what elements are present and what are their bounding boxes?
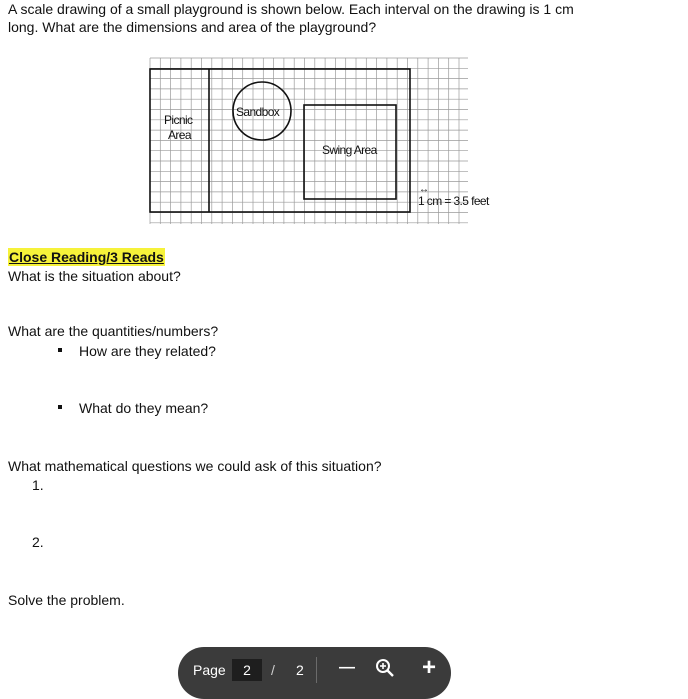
picnic-label-line-2: Area [168, 128, 191, 142]
list-item-1: 1. [32, 477, 44, 493]
bullet-marker [58, 405, 62, 409]
total-pages: 2 [296, 662, 304, 678]
magnifier-plus-icon [375, 658, 395, 678]
problem-line-1: A scale drawing of a small playground is shown below. Each interval on the drawing is 1 cm [8, 1, 574, 17]
page-label: Page [193, 662, 226, 678]
playground-scale-drawing [136, 52, 506, 230]
bullet-mean: What do they mean? [79, 400, 209, 416]
problem-statement [8, 0, 648, 36]
pdf-viewer-toolbar [178, 647, 451, 699]
scale-label: 1 cm = 3.5 feet [418, 194, 489, 208]
bullet-marker [58, 348, 62, 352]
sandbox-label: Sandbox [236, 105, 280, 119]
list-item-2: 2. [32, 534, 44, 550]
toolbar-divider [316, 657, 317, 683]
page-separator: / [271, 662, 275, 678]
close-reading-heading: Close Reading/3 Reads [9, 249, 164, 265]
question-situation: What is the situation about? [8, 268, 181, 284]
plus-icon: + [421, 654, 436, 681]
bullet-related: How are they related? [79, 343, 216, 359]
scale-arrow-icon: ↔ [419, 184, 429, 195]
picnic-label-line-1: Picnic [164, 113, 193, 127]
solve-prompt: Solve the problem. [8, 592, 125, 608]
current-page-input[interactable]: 2 [232, 659, 262, 681]
problem-line-2: long. What are the dimensions and area of the playground? [8, 19, 377, 35]
question-math: What mathematical questions we could ask of this situation? [8, 458, 382, 474]
swing-area-label: Swing Area [322, 143, 377, 157]
question-quantities: What are the quantities/numbers? [8, 323, 219, 339]
minus-icon: — [339, 659, 355, 676]
